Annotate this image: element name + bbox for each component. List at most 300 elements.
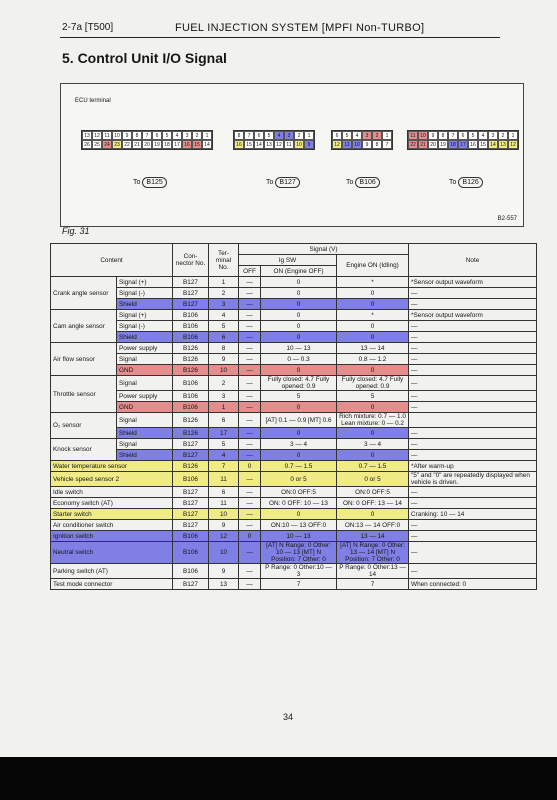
row-off: — <box>239 450 261 461</box>
row-content: Cam angle sensor <box>51 310 117 343</box>
table-row <box>51 439 537 450</box>
connector-pin: 19 <box>438 140 448 149</box>
row-connector: B106 <box>173 472 209 487</box>
connector-pin: 2 <box>498 131 508 140</box>
connector-pin: 4 <box>172 131 182 140</box>
row-content: Starter switch <box>51 509 173 520</box>
row-off: — <box>239 343 261 354</box>
row-subcontent: Signal (+) <box>117 310 173 321</box>
row-content: Vehicle speed sensor 2 <box>51 472 173 487</box>
connector-pin: 12 <box>274 140 284 149</box>
row-engine-on: 7 <box>337 579 409 590</box>
row-terminal: 1 <box>209 402 239 413</box>
to-text: To <box>346 179 354 186</box>
col-ig-sw: Ig SW <box>239 255 337 266</box>
connector-label <box>266 177 300 188</box>
col-engine-on: Engine ON (Idling) <box>337 255 409 277</box>
row-off: — <box>239 321 261 332</box>
row-note: — <box>409 391 537 402</box>
row-connector: B106 <box>173 310 209 321</box>
connector-pin: 9 <box>304 140 314 149</box>
connector-pin: 13 <box>82 131 92 140</box>
row-off: — <box>239 498 261 509</box>
row-subcontent: Power supply <box>117 391 173 402</box>
connector-pin: 14 <box>254 140 264 149</box>
row-on-engine-off: 0 <box>261 288 337 299</box>
row-engine-on: 0 <box>337 288 409 299</box>
connector-pin: 3 <box>362 131 372 140</box>
row-subcontent: Shield <box>117 450 173 461</box>
connector-pin: 4 <box>478 131 488 140</box>
table-row <box>51 564 537 579</box>
row-engine-on: 0 <box>337 450 409 461</box>
row-note: — <box>409 332 537 343</box>
row-connector: B127 <box>173 450 209 461</box>
table-row <box>51 487 537 498</box>
row-connector: B106 <box>173 391 209 402</box>
row-terminal: 9 <box>209 354 239 365</box>
row-content: Crank angle sensor <box>51 277 117 310</box>
connector-pin: 8 <box>234 131 244 140</box>
row-engine-on: P Range: 0 Other:13 — 14 <box>337 564 409 579</box>
row-engine-on: 0 <box>337 299 409 310</box>
row-on-engine-off: 0 <box>261 402 337 413</box>
row-terminal: 11 <box>209 472 239 487</box>
row-on-engine-off: 0 <box>261 321 337 332</box>
connector-pin: 22 <box>408 140 418 149</box>
row-note: Cranking: 10 — 14 <box>409 509 537 520</box>
row-note: *Sensor output waveform <box>409 310 537 321</box>
row-note: — <box>409 520 537 531</box>
row-note: — <box>409 439 537 450</box>
connector-pin: 3 <box>284 131 294 140</box>
row-terminal: 3 <box>209 391 239 402</box>
row-connector: B106 <box>173 531 209 542</box>
row-note: When connected: 0 <box>409 579 537 590</box>
row-terminal: 13 <box>209 579 239 590</box>
row-engine-on: 0 or 5 <box>337 472 409 487</box>
connector-pin: 10 <box>352 140 362 149</box>
col-note: Note <box>409 244 537 277</box>
row-connector: B126 <box>173 343 209 354</box>
connector-pin: 15 <box>244 140 254 149</box>
row-note: *After warm-up <box>409 461 537 472</box>
row-off: — <box>239 428 261 439</box>
row-subcontent: Signal <box>117 439 173 450</box>
connector-pin: 15 <box>478 140 488 149</box>
row-content: Neutral switch <box>51 542 173 564</box>
row-connector: B126 <box>173 365 209 376</box>
table-row <box>51 343 537 354</box>
row-off: 0 <box>239 461 261 472</box>
row-on-engine-off: ON: 0 OFF: 10 — 13 <box>261 498 337 509</box>
row-on-engine-off: Fully closed: 4.7 Fully opened: 0.9 <box>261 376 337 391</box>
connector-id: B106 <box>355 177 379 188</box>
row-subcontent: GND <box>117 402 173 413</box>
connector-pin: 12 <box>92 131 102 140</box>
connector-pin: 17 <box>458 140 468 149</box>
connector-pin: 11 <box>408 131 418 140</box>
row-on-engine-off: 0 <box>261 365 337 376</box>
row-off: — <box>239 472 261 487</box>
connector-b127 <box>233 130 315 150</box>
connector-pin: 11 <box>284 140 294 149</box>
row-engine-on: 13 — 14 <box>337 343 409 354</box>
row-terminal: 5 <box>209 321 239 332</box>
row-connector: B127 <box>173 579 209 590</box>
table-row <box>51 321 537 332</box>
row-off: — <box>239 354 261 365</box>
row-note: — <box>409 321 537 332</box>
row-terminal: 4 <box>209 310 239 321</box>
row-engine-on: ON: 0 OFF: 13 — 14 <box>337 498 409 509</box>
col-terminal: Ter-minal No. <box>209 244 239 277</box>
row-content: Ignition switch <box>51 531 173 542</box>
table-row <box>51 310 537 321</box>
connector-pin: 6 <box>254 131 264 140</box>
row-note: — <box>409 450 537 461</box>
table-row <box>51 472 537 487</box>
row-content: Economy switch (AT) <box>51 498 173 509</box>
row-note: — <box>409 531 537 542</box>
row-terminal: 2 <box>209 376 239 391</box>
row-engine-on: 0.8 — 1.2 <box>337 354 409 365</box>
row-off: — <box>239 332 261 343</box>
row-connector: B127 <box>173 277 209 288</box>
connector-label <box>449 177 483 188</box>
page-number: 34 <box>283 712 294 722</box>
table-row <box>51 391 537 402</box>
row-on-engine-off: 3 — 4 <box>261 439 337 450</box>
row-off: — <box>239 310 261 321</box>
page-code: 2-7a [T500] <box>62 22 114 33</box>
row-on-engine-off: 0 <box>261 277 337 288</box>
row-on-engine-off: 10 — 13 <box>261 531 337 542</box>
connector-pin: 1 <box>508 131 518 140</box>
row-engine-on: 5 <box>337 391 409 402</box>
row-note: — <box>409 288 537 299</box>
connector-pin: 3 <box>488 131 498 140</box>
row-connector: B106 <box>173 332 209 343</box>
row-terminal: 10 <box>209 509 239 520</box>
row-off: — <box>239 391 261 402</box>
table-row <box>51 354 537 365</box>
row-off: — <box>239 542 261 564</box>
table-row <box>51 461 537 472</box>
row-engine-on: Fully closed: 4.7 Fully opened: 0.9 <box>337 376 409 391</box>
connector-pin: 2 <box>372 131 382 140</box>
table-row <box>51 299 537 310</box>
row-on-engine-off: ON:10 — 13 OFF:0 <box>261 520 337 531</box>
row-terminal: 4 <box>209 450 239 461</box>
row-off: — <box>239 579 261 590</box>
row-engine-on: [AT] N Range: 0 Other: 13 — 14 [MT] N Position: 7 Other: 0 <box>337 542 409 564</box>
connector-id: B125 <box>142 177 166 188</box>
ecu-terminal-diagram <box>60 83 524 227</box>
to-text: To <box>266 179 274 186</box>
connector-pin: 4 <box>352 131 362 140</box>
row-connector: B127 <box>173 439 209 450</box>
connector-pin: 15 <box>192 140 202 149</box>
connector-pin: 16 <box>468 140 478 149</box>
connector-pin: 7 <box>448 131 458 140</box>
row-on-engine-off: ON:0 OFF:5 <box>261 487 337 498</box>
row-content: Test mode connector <box>51 579 173 590</box>
connector-pin: 1 <box>382 131 392 140</box>
table-row <box>51 579 537 590</box>
connector-pin: 16 <box>234 140 244 149</box>
figure-ref: B2-557 <box>497 216 517 222</box>
connector-pin: 9 <box>362 140 372 149</box>
row-terminal: 10 <box>209 542 239 564</box>
row-engine-on: * <box>337 310 409 321</box>
row-note: — <box>409 402 537 413</box>
row-engine-on: 3 — 4 <box>337 439 409 450</box>
col-content: Content <box>51 244 173 277</box>
table-row <box>51 332 537 343</box>
row-off: — <box>239 288 261 299</box>
row-note: — <box>409 365 537 376</box>
row-off: — <box>239 402 261 413</box>
row-engine-on: 0.7 — 1.5 <box>337 461 409 472</box>
ecu-terminal-label: ECU terminal <box>75 98 111 104</box>
row-terminal: 6 <box>209 413 239 428</box>
row-off: — <box>239 413 261 428</box>
row-note: "5" and "0" are repeatedly displayed when vehicle is driven. <box>409 472 537 487</box>
connector-pin: 6 <box>458 131 468 140</box>
row-on-engine-off: P Range: 0 Other:10 — 3 <box>261 564 337 579</box>
row-note <box>409 413 537 428</box>
row-on-engine-off: 0 <box>261 428 337 439</box>
row-subcontent: Shield <box>117 299 173 310</box>
connector-label <box>346 177 380 188</box>
connector-pin: 11 <box>102 131 112 140</box>
connector-id: B126 <box>458 177 482 188</box>
io-signal-table <box>50 243 537 590</box>
connector-pin: 18 <box>162 140 172 149</box>
connector-pin: 7 <box>142 131 152 140</box>
to-text: To <box>133 179 141 186</box>
connector-pin: 2 <box>192 131 202 140</box>
scan-border <box>0 757 557 800</box>
col-on-engine-off: ON (Engine OFF) <box>261 266 337 277</box>
row-terminal: 8 <box>209 343 239 354</box>
connector-pin: 24 <box>102 140 112 149</box>
connector-pin: 5 <box>264 131 274 140</box>
row-off: — <box>239 365 261 376</box>
row-subcontent: GND <box>117 365 173 376</box>
connector-pin: 10 <box>112 131 122 140</box>
row-terminal: 17 <box>209 428 239 439</box>
row-content: Air conditioner switch <box>51 520 173 531</box>
connector-pin: 14 <box>202 140 212 149</box>
row-off: — <box>239 376 261 391</box>
table-row <box>51 365 537 376</box>
row-off: — <box>239 487 261 498</box>
connector-pin: 23 <box>112 140 122 149</box>
connector-pin: 1 <box>202 131 212 140</box>
row-connector: B106 <box>173 542 209 564</box>
row-terminal: 11 <box>209 498 239 509</box>
row-terminal: 2 <box>209 288 239 299</box>
row-terminal: 6 <box>209 332 239 343</box>
row-note: — <box>409 498 537 509</box>
row-on-engine-off: 10 — 13 <box>261 343 337 354</box>
row-terminal: 6 <box>209 487 239 498</box>
row-connector: B127 <box>173 498 209 509</box>
row-note: — <box>409 354 537 365</box>
connector-pin: 21 <box>418 140 428 149</box>
col-off: OFF <box>239 266 261 277</box>
row-connector: B126 <box>173 413 209 428</box>
connector-pin: 25 <box>92 140 102 149</box>
row-terminal: 1 <box>209 277 239 288</box>
row-engine-on: 0 <box>337 321 409 332</box>
connector-pin: 10 <box>294 140 304 149</box>
connector-pin: 26 <box>82 140 92 149</box>
connector-pin: 1 <box>304 131 314 140</box>
row-connector: B127 <box>173 299 209 310</box>
row-content: Knock sensor <box>51 439 117 461</box>
row-subcontent: Signal <box>117 376 173 391</box>
row-note: — <box>409 564 537 579</box>
connector-pin: 2 <box>294 131 304 140</box>
connector-pin: 13 <box>264 140 274 149</box>
row-on-engine-off: 5 <box>261 391 337 402</box>
table-row <box>51 277 537 288</box>
row-terminal: 7 <box>209 461 239 472</box>
figure-label: Fig. 31 <box>62 226 90 236</box>
row-connector: B106 <box>173 321 209 332</box>
row-connector: B126 <box>173 461 209 472</box>
col-signal: Signal (V) <box>239 244 409 255</box>
to-text: To <box>449 179 457 186</box>
row-on-engine-off: 0 or 5 <box>261 472 337 487</box>
connector-pin: 17 <box>172 140 182 149</box>
connector-pin: 21 <box>132 140 142 149</box>
row-off: — <box>239 439 261 450</box>
row-content: Water temperature sensor <box>51 461 173 472</box>
row-terminal: 9 <box>209 520 239 531</box>
row-connector: B126 <box>173 428 209 439</box>
row-content: Air flow sensor <box>51 343 117 376</box>
row-note: — <box>409 299 537 310</box>
row-engine-on: ON:0 OFF:5 <box>337 487 409 498</box>
table-row <box>51 450 537 461</box>
row-connector: B127 <box>173 509 209 520</box>
row-note: — <box>409 376 537 391</box>
table-row <box>51 520 537 531</box>
connector-pin: 12 <box>332 140 342 149</box>
row-content: Parking switch (AT) <box>51 564 173 579</box>
connector-pin: 6 <box>152 131 162 140</box>
row-engine-on: 0 <box>337 509 409 520</box>
row-on-engine-off: 0 <box>261 310 337 321</box>
connector-b126 <box>407 130 519 150</box>
row-engine-on: * <box>337 277 409 288</box>
table-row <box>51 531 537 542</box>
row-subcontent: Signal (-) <box>117 288 173 299</box>
connector-b125 <box>81 130 213 150</box>
connector-label <box>133 177 167 188</box>
row-subcontent: Signal (-) <box>117 321 173 332</box>
row-connector: B106 <box>173 402 209 413</box>
connector-pin: 8 <box>438 131 448 140</box>
row-terminal: 9 <box>209 564 239 579</box>
connector-pin: 18 <box>448 140 458 149</box>
row-content: Throttle sensor <box>51 376 117 413</box>
row-off: 0 <box>239 531 261 542</box>
row-subcontent: Signal (+) <box>117 277 173 288</box>
row-engine-on: 0 <box>337 402 409 413</box>
row-note: — <box>409 343 537 354</box>
row-terminal: 3 <box>209 299 239 310</box>
row-engine-on: 13 — 14 <box>337 531 409 542</box>
row-on-engine-off: [AT] 0.1 — 0.9 [MT] 0.6 <box>261 413 337 428</box>
section-title: 5. Control Unit I/O Signal <box>62 50 227 66</box>
row-note: — <box>409 428 537 439</box>
row-on-engine-off: 0 <box>261 332 337 343</box>
connector-pin: 7 <box>382 140 392 149</box>
connector-pin: 8 <box>132 131 142 140</box>
connector-pin: 5 <box>342 131 352 140</box>
connector-pin: 19 <box>152 140 162 149</box>
connector-pin: 20 <box>428 140 438 149</box>
row-content: O₂ sensor <box>51 413 117 439</box>
row-connector: B106 <box>173 376 209 391</box>
row-terminal: 10 <box>209 365 239 376</box>
table-row <box>51 402 537 413</box>
row-engine-on: Rich mixture: 0.7 — 1.0 Lean mixture: 0 — 0.2 <box>337 413 409 428</box>
row-terminal: 12 <box>209 531 239 542</box>
table-row <box>51 498 537 509</box>
connector-pin: 6 <box>332 131 342 140</box>
table-row <box>51 428 537 439</box>
connector-b106 <box>331 130 393 150</box>
table-row <box>51 542 537 564</box>
row-on-engine-off: [AT] N Range: 0 Other: 10 — 13 [MT] N Position: 7 Other: 0 <box>261 542 337 564</box>
table-row <box>51 509 537 520</box>
row-on-engine-off: 0 <box>261 450 337 461</box>
row-note: *Sensor output waveform <box>409 277 537 288</box>
connector-pin: 10 <box>418 131 428 140</box>
row-on-engine-off: 0 <box>261 299 337 310</box>
row-subcontent: Shield <box>117 332 173 343</box>
row-connector: B106 <box>173 564 209 579</box>
connector-pin: 13 <box>498 140 508 149</box>
row-subcontent: Shield <box>117 428 173 439</box>
row-on-engine-off: 0 — 0.3 <box>261 354 337 365</box>
row-subcontent: Signal <box>117 413 173 428</box>
connector-pin: 9 <box>428 131 438 140</box>
row-connector: B127 <box>173 288 209 299</box>
table-row <box>51 288 537 299</box>
connector-pin: 14 <box>488 140 498 149</box>
connector-pin: 9 <box>122 131 132 140</box>
row-terminal: 5 <box>209 439 239 450</box>
connector-pin: 11 <box>342 140 352 149</box>
connector-pin: 16 <box>182 140 192 149</box>
connector-pin: 8 <box>372 140 382 149</box>
row-off: — <box>239 277 261 288</box>
col-connector: Con-nector No. <box>173 244 209 277</box>
row-engine-on: ON:13 — 14 OFF:0 <box>337 520 409 531</box>
connector-pin: 4 <box>274 131 284 140</box>
row-connector: B126 <box>173 354 209 365</box>
connector-pin: 3 <box>182 131 192 140</box>
table-row <box>51 376 537 391</box>
row-note: — <box>409 487 537 498</box>
